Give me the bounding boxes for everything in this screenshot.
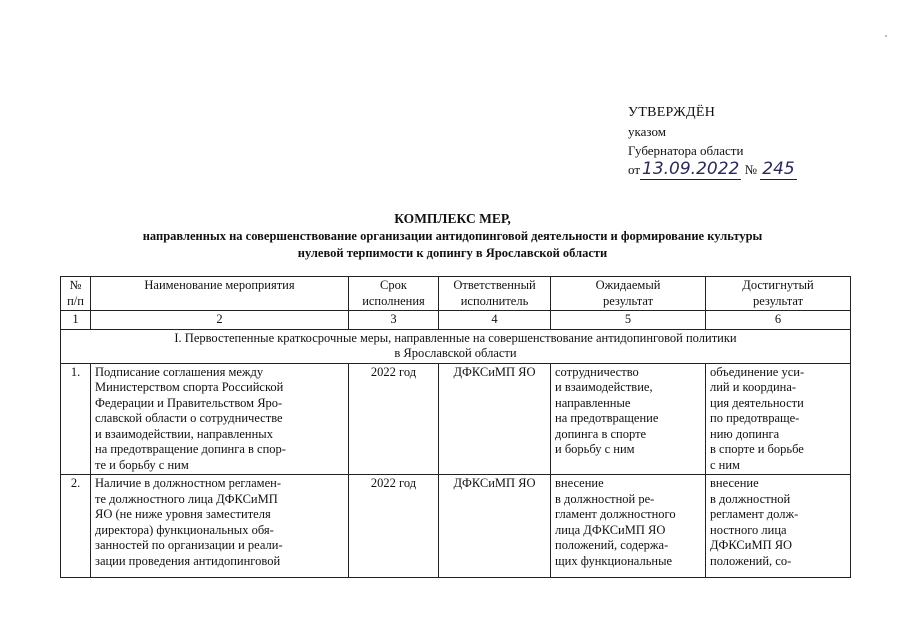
approval-date-line	[628, 160, 797, 179]
row-expected: сотрудничество и взаимодействие, направленные на предотвращение допинга в спорте и борьбу с ним	[551, 363, 706, 475]
header-num: № п/п	[61, 277, 91, 311]
measures-table	[60, 276, 851, 578]
approval-stamp-block	[628, 103, 797, 179]
table-row	[61, 475, 851, 578]
number-label: №	[744, 162, 758, 177]
document-heading	[60, 210, 845, 262]
row-expected: внесение в должностной ре- гламент должностного лица ДФКСиМП ЯО положений, содержа- щих функциональные	[551, 475, 706, 578]
row-activity: Подписание соглашения между Министерством спорта Российской Федерации и Правительством Яро- славской области о сотрудничестве и взаимодействии, направленных на предотвращение допинга в спор- те и борьбу с ним	[91, 363, 349, 475]
handwritten-number: 245	[762, 159, 795, 179]
row-number: 2.	[61, 475, 91, 578]
handwritten-date: 13.09.2022	[642, 159, 740, 179]
approved-governor-label: Губернатора области	[628, 143, 744, 158]
approved-decree-label: указом	[628, 124, 666, 139]
section-title: I. Первостепенные краткосрочные меры, направленные на совершенствование антидопинговой политики в Ярославской области	[61, 329, 851, 363]
row-responsible: ДФКСиМП ЯО	[439, 475, 551, 578]
table-header-row	[61, 277, 851, 311]
document-subtitle-line-2: нулевой терпимости к допингу в Ярославской области	[297, 246, 608, 260]
document-title: КОМПЛЕКС МЕР,	[394, 211, 511, 226]
row-number: 1.	[61, 363, 91, 475]
from-label: от	[628, 162, 641, 177]
column-number: 1	[61, 311, 91, 330]
row-term: 2022 год	[349, 363, 439, 475]
scan-speck	[885, 35, 887, 37]
column-number: 6	[706, 311, 851, 330]
header-achieved: Достигнутый результат	[706, 277, 851, 311]
header-expected: Ожидаемый результат	[551, 277, 706, 311]
column-number: 2	[91, 311, 349, 330]
header-responsible: Ответственный исполнитель	[439, 277, 551, 311]
row-achieved: внесение в должностной регламент долж- ностного лица ДФКСиМП ЯО положений, со-	[706, 475, 851, 578]
approved-label: УТВЕРЖДЁН	[628, 105, 716, 120]
column-number-row	[61, 311, 851, 330]
table-row	[61, 363, 851, 475]
document-subtitle-line-1: направленных на совершенствование организации антидопинговой деятельности и формирование культуры	[142, 229, 763, 243]
row-achieved: объединение уси- лий и координа- ция деятельности по предотвраще- нию допинга в спорте и борьбе с ним	[706, 363, 851, 475]
column-number: 5	[551, 311, 706, 330]
column-number: 4	[439, 311, 551, 330]
header-term: Срок исполнения	[349, 277, 439, 311]
row-responsible: ДФКСиМП ЯО	[439, 363, 551, 475]
section-row	[61, 329, 851, 363]
header-activity: Наименование мероприятия	[91, 277, 349, 311]
row-activity: Наличие в должностном регламен- те должностного лица ДФКСиМП ЯО (не ниже уровня заместителя директора) функциональных обя- занностей по организации и реали- зации проведения антидопинговой	[91, 475, 349, 578]
column-number: 3	[349, 311, 439, 330]
row-term: 2022 год	[349, 475, 439, 578]
